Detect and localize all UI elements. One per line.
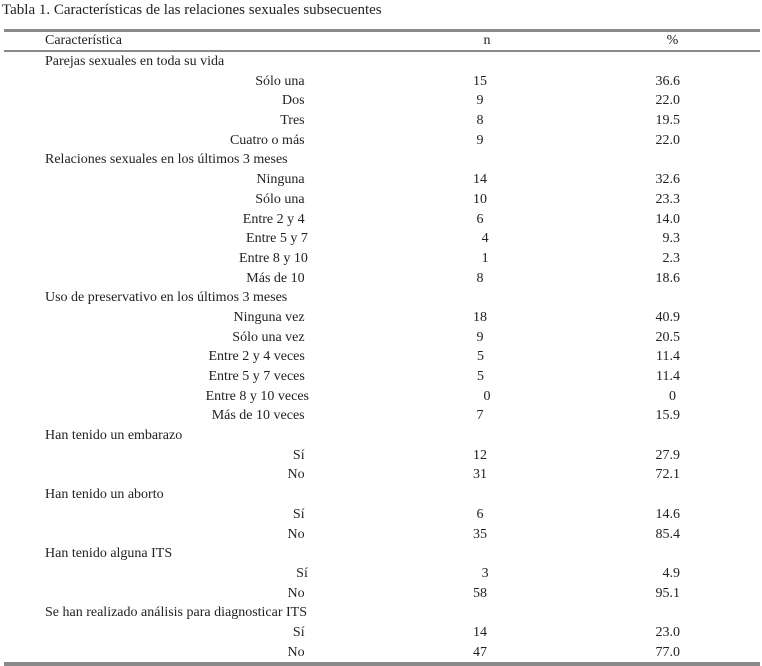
- row-n: 14: [473, 624, 488, 640]
- row-pct: 23.3: [655, 191, 680, 207]
- row-pct: 27.9: [655, 447, 680, 463]
- row-category: Cuatro o más: [229, 132, 305, 148]
- table-row: [4, 525, 760, 545]
- table-row: [4, 170, 760, 190]
- row-category: Ninguna vez: [233, 309, 305, 325]
- group-row: [4, 52, 760, 72]
- group-label: Relaciones sexuales en los últimos 3 meses: [45, 152, 288, 168]
- row-n: 35: [473, 526, 488, 542]
- table-row: [4, 643, 760, 663]
- header-pct: %: [666, 33, 679, 48]
- row-pct: 11.4: [656, 369, 680, 384]
- table-row: [4, 465, 760, 485]
- group-label: Han tenido un embarazo: [45, 428, 183, 444]
- table-row: [4, 446, 760, 466]
- row-n: 9: [476, 329, 484, 345]
- row-category: Sí: [296, 565, 308, 581]
- row-n: 58: [473, 585, 488, 601]
- group-label: Han tenido un aborto: [45, 487, 164, 503]
- row-pct: 4.9: [662, 565, 680, 581]
- table-body: [4, 52, 760, 662]
- group-label: Se han realizado análisis para diagnosticar ITS: [45, 605, 308, 621]
- row-pct: 9.3: [662, 231, 680, 247]
- row-pct: 2.3: [662, 250, 680, 266]
- row-category: No: [287, 644, 305, 660]
- row-pct: 40.9: [655, 309, 680, 325]
- table-row: [4, 210, 760, 230]
- row-pct: 22.0: [655, 132, 680, 148]
- row-n: 9: [476, 132, 484, 148]
- row-pct: 0: [669, 388, 676, 404]
- group-label: Parejas sexuales en toda su vida: [45, 54, 225, 69]
- row-n: 10: [473, 191, 488, 207]
- row-category: Entre 8 y 10: [239, 250, 308, 266]
- row-category: No: [287, 585, 305, 601]
- table-row: [4, 505, 760, 525]
- row-pct: 72.1: [655, 467, 680, 483]
- row-category: Ninguna: [256, 172, 305, 188]
- header-characteristic: Característica: [45, 33, 122, 48]
- table-row: [4, 229, 760, 249]
- table-row: [4, 131, 760, 151]
- row-pct: 14.6: [655, 506, 680, 522]
- row-n: 6: [476, 211, 484, 227]
- table-row: [4, 387, 760, 407]
- row-category: Dos: [282, 93, 305, 109]
- row-n: 0: [483, 388, 491, 404]
- row-category: Entre 5 y 7: [246, 231, 308, 247]
- row-pct: 77.0: [655, 644, 680, 660]
- group-row: [4, 603, 760, 623]
- row-pct: 19.5: [655, 113, 680, 129]
- row-n: 9: [476, 93, 484, 109]
- row-category: No: [287, 467, 305, 483]
- row-n: 5: [476, 349, 484, 365]
- row-category: Sólo una: [255, 73, 305, 89]
- row-category: Más de 10: [246, 270, 305, 286]
- row-n: 31: [473, 467, 488, 483]
- row-category: Sí: [292, 624, 305, 640]
- table-row: [4, 72, 760, 92]
- row-category: Entre 2 y 4: [242, 211, 305, 227]
- row-category: Sólo una: [255, 191, 305, 207]
- table-row: [4, 347, 760, 367]
- row-n: 8: [476, 113, 484, 129]
- row-n: 47: [473, 644, 488, 660]
- table-title: Tabla 1. Características de las relaciones sexuales subsecuentes: [2, 2, 382, 18]
- table-row: [4, 564, 760, 584]
- data-table: [4, 29, 760, 666]
- header-n: n: [483, 33, 491, 48]
- table-row: [4, 190, 760, 210]
- row-category: Sí: [292, 447, 305, 463]
- table-row: [4, 367, 760, 387]
- row-n: 3: [481, 565, 489, 581]
- row-n: 7: [476, 408, 484, 424]
- table-row: [4, 91, 760, 111]
- row-category: Tres: [280, 113, 305, 129]
- row-category: Sí: [292, 506, 305, 522]
- table-row: [4, 269, 760, 289]
- table-header: [4, 32, 760, 52]
- row-n: 6: [476, 506, 484, 522]
- row-pct: 85.4: [655, 526, 680, 542]
- table-row: [4, 328, 760, 348]
- row-n: 15: [473, 73, 488, 89]
- row-category: No: [287, 526, 305, 542]
- row-pct: 11.4: [656, 349, 680, 365]
- row-n: 12: [473, 447, 488, 463]
- row-n: 5: [476, 369, 484, 384]
- group-row: [4, 288, 760, 308]
- row-pct: 22.0: [655, 93, 680, 109]
- row-pct: 95.1: [655, 585, 680, 601]
- group-label: Uso de preservativo en los últimos 3 meses: [45, 290, 288, 306]
- table-row: [4, 111, 760, 131]
- table-row: [4, 623, 760, 643]
- table-row: [4, 584, 760, 604]
- group-row: [4, 485, 760, 505]
- row-n: 1: [481, 250, 489, 266]
- row-n: 4: [481, 231, 489, 247]
- table-row: [4, 308, 760, 328]
- table-row: [4, 249, 760, 269]
- row-category: Entre 2 y 4 veces: [208, 349, 305, 365]
- group-row: [4, 544, 760, 564]
- row-n: 14: [473, 172, 488, 188]
- group-row: [4, 150, 760, 170]
- row-n: 18: [473, 309, 488, 325]
- row-pct: 20.5: [655, 329, 680, 345]
- row-category: Entre 5 y 7 veces: [208, 369, 305, 384]
- row-pct: 32.6: [655, 172, 680, 188]
- row-category: Más de 10 veces: [211, 408, 305, 424]
- group-row: [4, 426, 760, 446]
- row-pct: 18.6: [655, 270, 680, 286]
- row-pct: 23.0: [655, 624, 680, 640]
- group-label: Han tenido alguna ITS: [45, 546, 173, 562]
- row-pct: 15.9: [655, 408, 680, 424]
- row-n: 8: [476, 270, 484, 286]
- table-row: [4, 406, 760, 426]
- row-category: Entre 8 y 10 veces: [205, 388, 309, 404]
- row-category: Sólo una vez: [232, 329, 305, 345]
- row-pct: 14.0: [655, 211, 680, 227]
- row-pct: 36.6: [655, 73, 680, 89]
